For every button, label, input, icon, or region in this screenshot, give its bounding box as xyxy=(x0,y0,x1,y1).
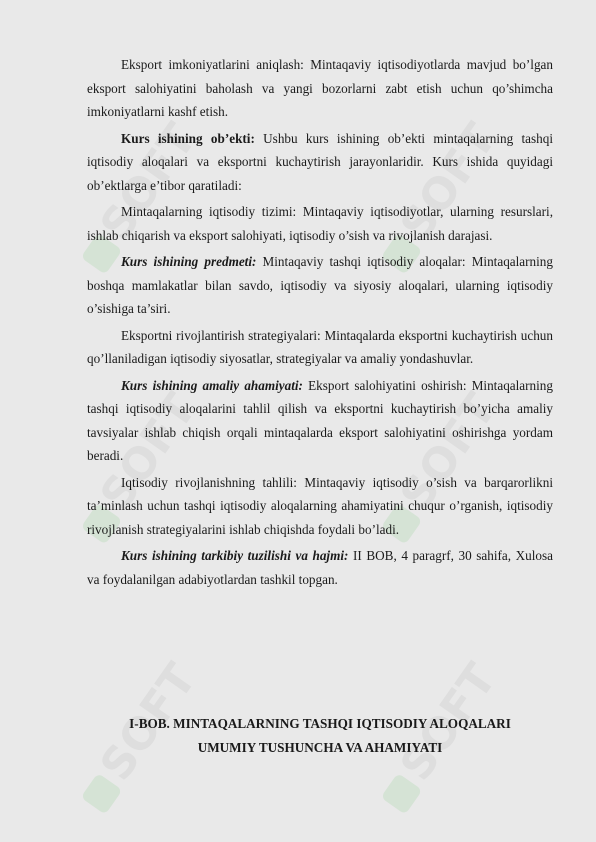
paragraph-structure xyxy=(87,544,553,591)
paragraph-text: Eksportni rivojlantirish strategiyalari: Mintaqalarda eksportni kuchaytirish uchun qo’llaniladigan iqtisodiy siyosatlar, strategiyalar va amaliy yondashuvlar. xyxy=(87,327,553,366)
paragraph-subject xyxy=(87,250,553,321)
paragraph-lead: Kurs ishining tarkibiy tuzilishi va hajmi: xyxy=(121,548,349,563)
paragraph-export-opportunities xyxy=(87,53,553,124)
paragraph-text: Mintaqalarning iqtisodiy tizimi: Mintaqaviy iqtisodiyotlar, ularning resurslari, ishlab chiqarish va eksport salohiyati, iqtisodiy o’sish va rivojlanish darajasi. xyxy=(87,204,553,243)
paragraph-text: Ushbu kurs ishining ob’ekti mintaqalarning tashqi iqtisodiy aloqalari va eksportni kuchaytirish jarayonlaridir. Kurs ishida quyidagi ob’ektlarga e’tibor qaratiladi: xyxy=(87,130,553,193)
paragraph-text: Iqtisodiy rivojlanishning tahlili: Mintaqaviy iqtisodiy o’sish va barqarorlikni ta’minlash uchun tashqi iqtisodiy aloqalarning ahamiyatini chuqur o’rganish, iqtisodiy rivojlanish strategiyalarini ishlab chiqishda foydali bo’ladi. xyxy=(87,474,553,537)
watermark-logo-icon xyxy=(381,773,423,815)
paragraph-economic-system xyxy=(87,200,553,247)
chapter-heading-line-1: I-BOB. MINTAQALARNING TASHQI IQTISODIY ALOQALARI xyxy=(129,716,511,731)
paragraph-text: Eksport imkoniyatlarini aniqlash: Mintaqaviy iqtisodiyotlarda mavjud bo’lgan eksport salohiyatini baholash va yangi bozorlarni zabt etish uchun qo’shimcha imkoniyatlarni kashf etish. xyxy=(87,57,553,119)
paragraph-text: Eksport salohiyatini oshirish: Mintaqalarning tashqi iqtisodiy aloqalarini tahlil qilish va eksportni kuchaytirish bo’yicha amaliy tavsiyalar ishlab chiqish orqali mintaqalarda eksport salohiyatini oshirishga yordam beradi. xyxy=(87,377,553,463)
paragraph-lead: Kurs ishining predmeti: xyxy=(121,254,257,269)
paragraph-development-analysis xyxy=(87,471,553,542)
paragraph-lead: Kurs ishining ob’ekti: xyxy=(121,130,255,146)
chapter-heading xyxy=(87,712,553,759)
paragraph-text: II BOB, 4 paragrf, 30 sahifa, Xulosa va foydalanilgan adabiyotlardan tashkil topgan. xyxy=(87,548,553,587)
paragraph-object xyxy=(87,127,553,198)
watermark-logo-icon xyxy=(81,773,123,815)
paragraph-strategies xyxy=(87,324,553,371)
paragraph-lead: Kurs ishining amaliy ahamiyati: xyxy=(121,377,303,393)
document-body xyxy=(87,53,553,594)
paragraph-text: Mintaqaviy tashqi iqtisodiy aloqalar: Mintaqalarning boshqa mamlakatlar bilan savdo, iqtisodiy va siyosiy aloqalari, ularning iqtisodiy o’sishiga ta’siri. xyxy=(87,254,553,316)
chapter-heading-line-2: UMUMIY TUSHUNCHA VA AHAMIYATI xyxy=(197,739,443,755)
paragraph-practical-significance xyxy=(87,374,553,468)
